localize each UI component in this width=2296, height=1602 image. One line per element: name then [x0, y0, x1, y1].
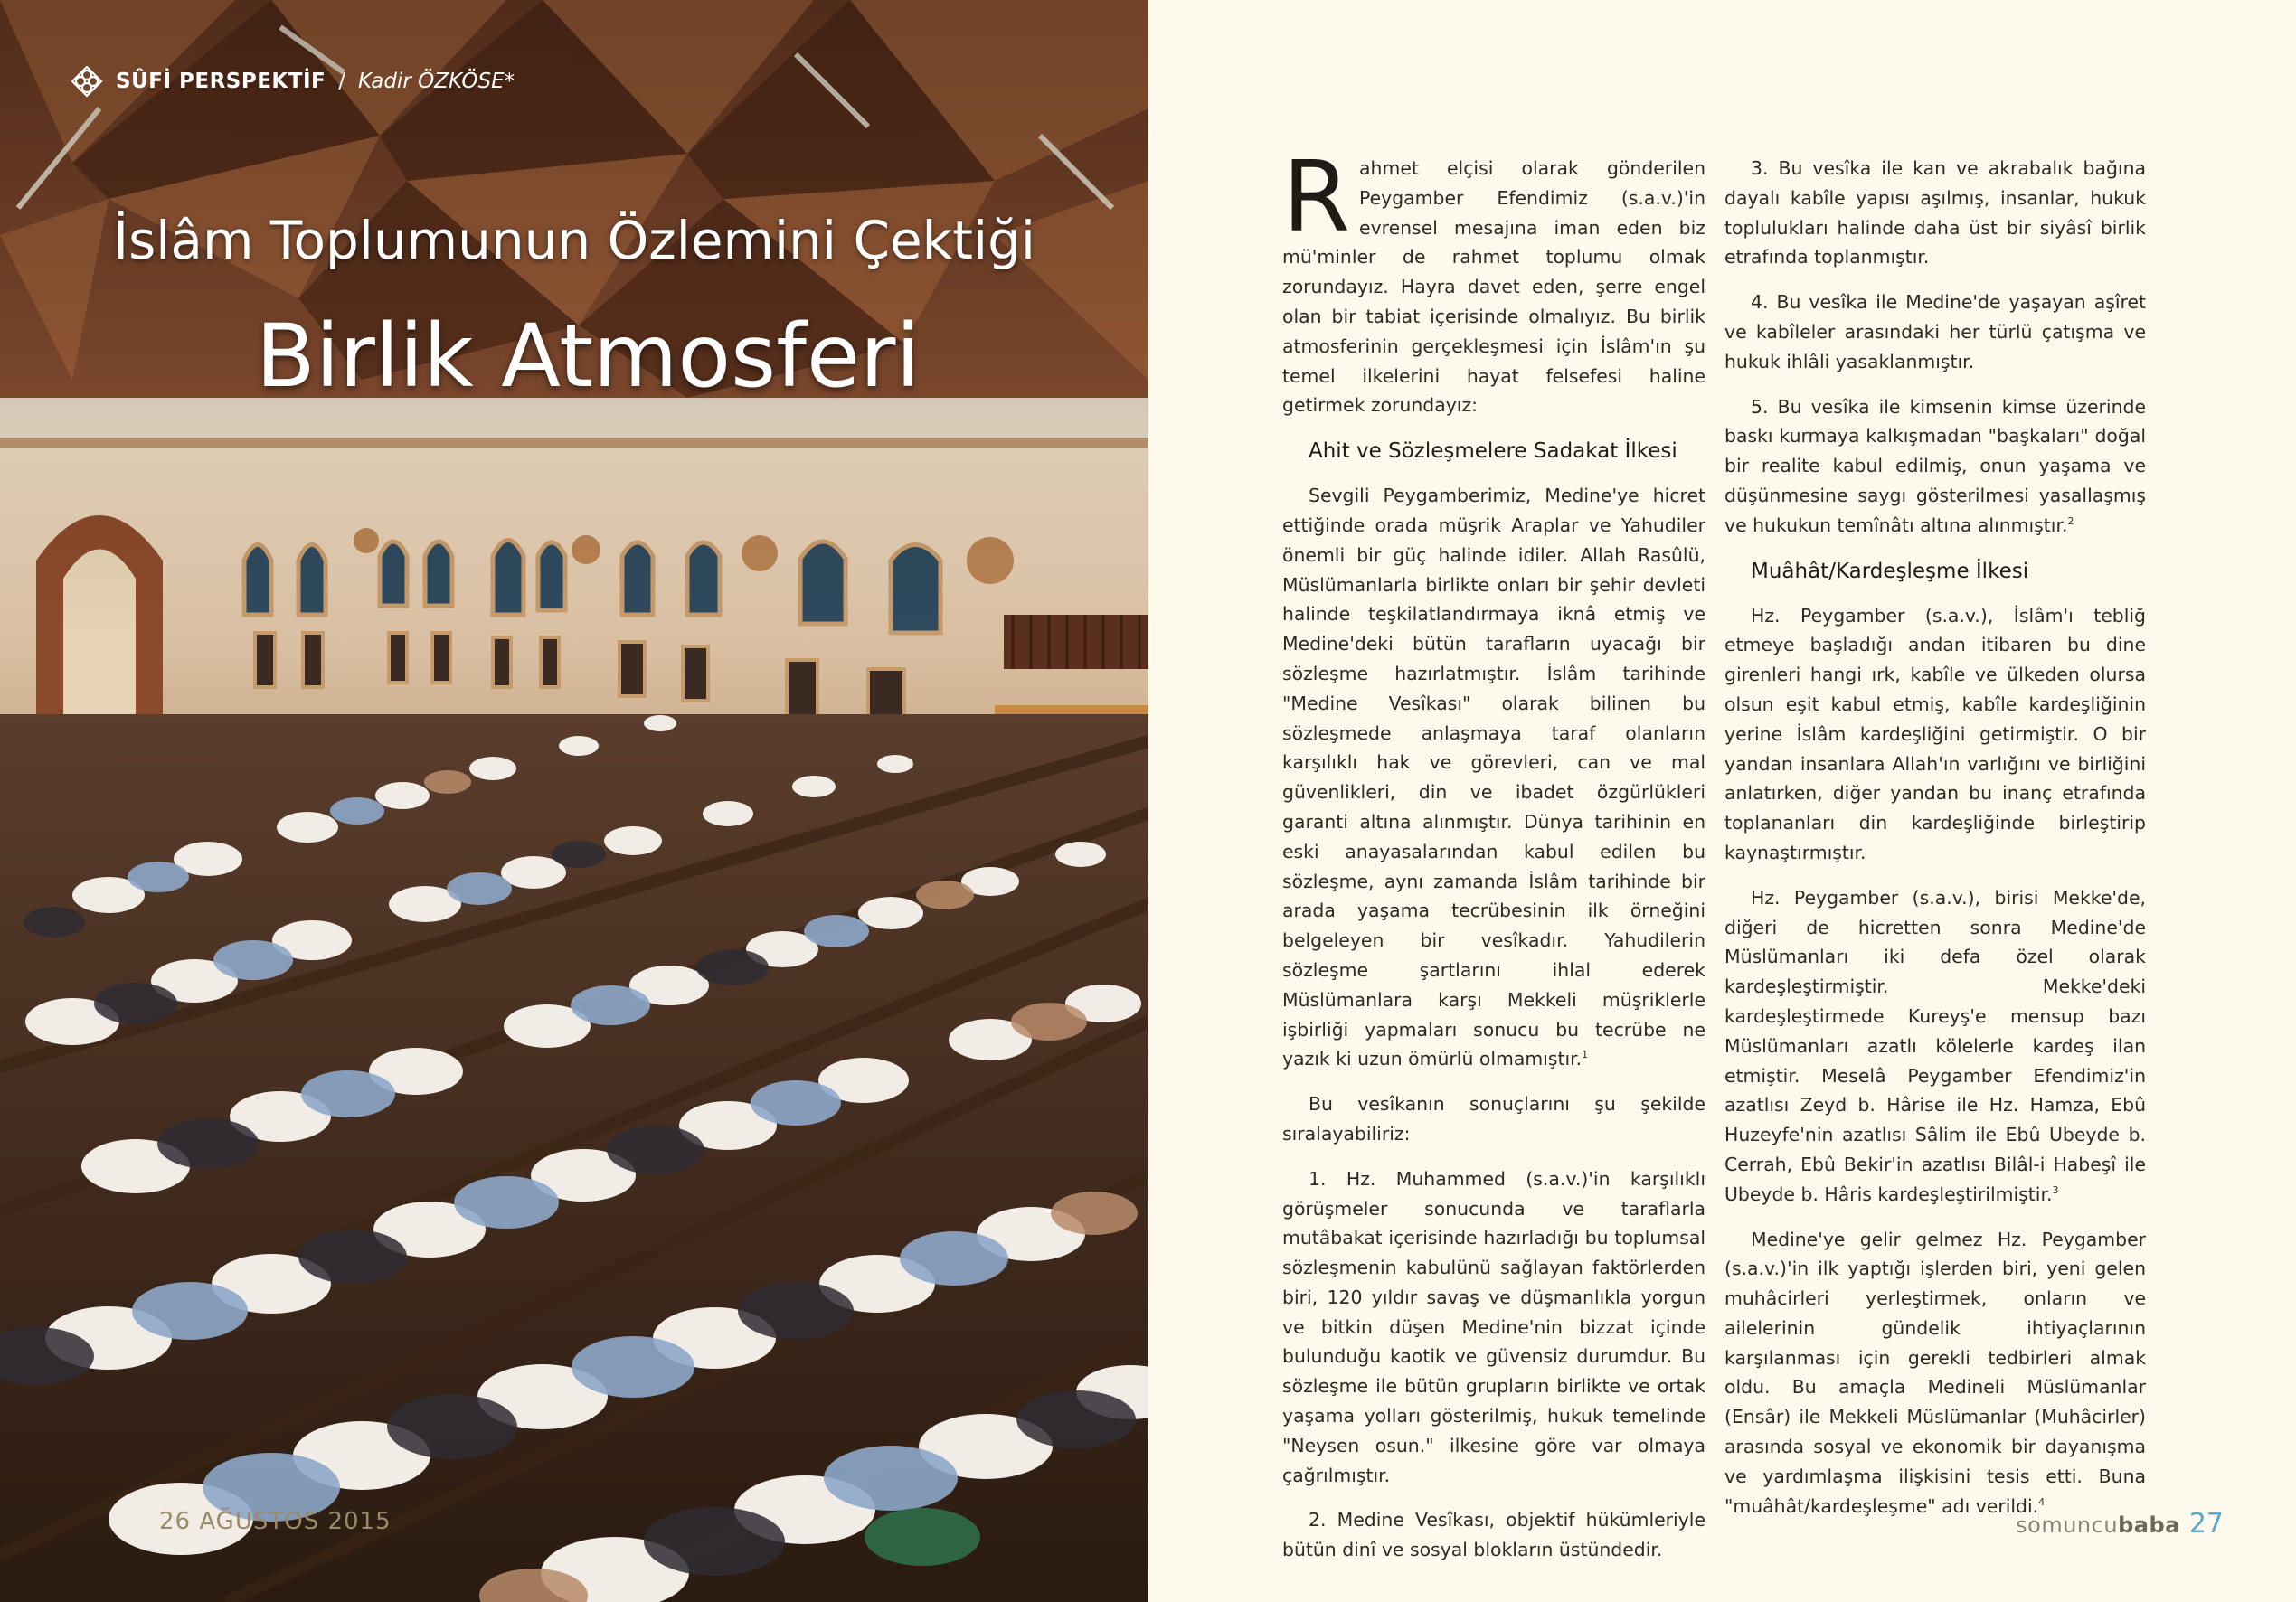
footnote-ref: 3: [2052, 1183, 2059, 1196]
footnote-ref: 4: [2038, 1495, 2046, 1508]
body-paragraph: Sevgili Peygamberimiz, Medine'ye hicret ettiğinde orada müşrik Araplar ve Yahudiler önemli bir güç halinde idiler. Allah Rasûlü, Müslümanlarla birlikte onları bir şehir devleti halinde teşkilatlandırmaya iknâ etmiş ve Medine'deki bütün tarafların uyacağı bir sözleşme hazırlatmıştır. İslâm tarihinde "Medine Vesîkası" olarak bilinen bu sözleşmede anlaşmaya taraf olanların karşılıklı hak ve görevleri, can ve mal güvenlikleri, din ve ibadet özgürlükleri garanti altına alınmıştır. Dünya tarihinin en eski anayasalarından kabul edilen bu sözleşme, aynı zamanda İslâm tarihinde bir arada yaşama tecrübesinin ilk örneğini belgeleyen bir vesîkadır. Yahudilerin sözleşme şartlarını ihlal ederek Müslümanlara karşı Mekkeli müşriklerle işbirliği yapmaları sonucu bu tecrübe ne yazık ki uzun ömürlü olmamıştır.$^1$: [1282, 485, 1705, 1070]
author-name: Kadir ÖZKÖSE*: [357, 70, 515, 93]
subheading-ahit: Ahit ve Sözleşmelere Sadakat İlkesi: [1309, 439, 1677, 464]
right-folio: [2016, 1508, 2224, 1540]
page-number: 27: [2188, 1508, 2224, 1540]
left-folio: 26 AĞUSTOS 2015: [159, 1508, 392, 1535]
list-paragraph: 3. Bu vesîka ile kan ve akrabalık bağına dayalı kabîle yapısı aşılmış, insanlar, hukuk toplulukları halinde daha üst bir siyâsî birlik etrafında toplanmıştır.: [1724, 157, 2146, 269]
body-paragraph: Medine'ye gelir gelmez Hz. Peygamber (s.a.v.)'in ilk yaptığı işlerden biri, yeni gelen muhâcirleri yerleştirmek, onların ve ailelerinin gündelik ihtiyaçlarının karşılanması için gerekli tedbirleri almak oldu. Bu amaçla Medineli Müslümanlar (Ensâr) ile Mekkeli Müslümanlar (Muhâcirler) arasında sosyal ve ekonomik bir dayanışma ve yardımlaşma ilişkisini tesis etti. Buna "muâhât/kardeşleşme" adı verildi.$^4$: [1724, 1228, 2146, 1517]
body-paragraph: Hz. Peygamber (s.a.v.), İslâm'ı tebliğ etmeye başladığı andan itibaren bu dine girenleri hangi ırk, kabîle ve ülkeden olursa olsun eşit kabul etmiş, kabîle kardeşliğinin yerine İslâm kardeşliğini getirmiştir. O bir yandan insanlara Allah'ın varlığını ve birliğini anlatırken, diğer yandan bu inanç etrafında toplananları din kardeşliğinde birleştirip kaynaştırmıştır.: [1724, 604, 2146, 863]
magazine-brand: somuncubaba: [2016, 1512, 2180, 1538]
body-paragraph: Bu vesîkanın sonuçlarını şu şekilde sıralayabiliriz:: [1282, 1093, 1705, 1145]
text-column-1: [1282, 141, 1705, 1580]
article-kicker: İslâm Toplumunun Özlemini Çektiği: [112, 210, 1035, 271]
body-paragraph: Hz. Peygamber (s.a.v.), birisi Mekke'de, diğeri de hicretten sonra Medine'de Müslümanları iki defa özel olarak kardeşleştirmiştir. Mekke'deki kardeşleştirmede Kureyş'e mensup bazı Müslümanları azatlı kölelerle kardeş ilan etmiştir. Meselâ Peygamber Efendimiz'in azatlısı Zeyd b. Hârise ile Hz. Hamza, Ebû Huzeyfe'nin azatlısı Sâlim ile Ebû Ubeyde b. Cerrah, Ebû Bekir'in azatlısı Bilâl-i Habeşî ile Ubeyde b. Hâris kardeşleştirilmiştir.$^3$: [1724, 886, 2146, 1205]
article-headline: Birlik Atmosferi: [255, 306, 921, 407]
section-separator: /: [338, 70, 345, 93]
right-page: [1148, 0, 2296, 1602]
list-paragraph: 1. Hz. Muhammed (s.a.v.)'in karşılıklı görüşmeler sonucunda ve taraflarla mutâbakat içerisinde hazırladığı bu toplumsal sözleşmenin kabulünü sağlayan faktörlerden biri, 120 yıldır savaş ve düşmanlıkla yorgun ve bitkin düşen Medine'nin bizzat içinde bulunduğu kaotik ve güvensiz durumdur. Bu sözleşme ile bütün grupların birlikte ve ortak yaşama yolları gösterilmiş, hukuk temelinde "Neysen osun." ilkesine göre var olmaya çağrılmıştır.: [1282, 1167, 1705, 1486]
section-header: [71, 65, 515, 98]
subheading-muahat: Muâhât/Kardeşleşme İlkesi: [1751, 559, 2029, 583]
ornament-logo-icon: [71, 65, 103, 98]
footnote-ref: 1: [1582, 1049, 1589, 1061]
list-paragraph: 2. Medine Vesîkası, objektif hükümleriyle bütün dinî ve sosyal blokların üstündedir.: [1282, 1509, 1705, 1561]
intro-paragraph: [1282, 141, 1705, 420]
list-paragraph: 4. Bu vesîka ile Medine'de yaşayan aşîret ve kabîleler arasındaki her türlü çatışma ve hukuk ihlâli yasaklanmıştır.: [1724, 291, 2146, 372]
drop-cap: R: [1282, 141, 1351, 254]
text-column-2: [1724, 154, 2146, 1536]
footnote-ref: 2: [2067, 514, 2074, 527]
intro-text: ahmet elçisi olarak gönderilen Peygamber Efendimiz (s.a.v.)'in evrensel mesajına iman eden biz mü'minler de rahmet toplumu olmak zorundayız. Hayra davet eden, şerre engel olan bir tabiat içerisinde olmalıyız. Bu birlik atmosferinin gerçekleşmesi için İslâm'ın şu temel ilkelerini hayat felsefesi haline getirmek zorundayız:: [1282, 157, 1705, 417]
section-name: SÛFİ PERSPEKTİF: [116, 70, 326, 93]
list-paragraph: 5. Bu vesîka ile kimsenin kimse üzerinde baskı kurmaya kalkışmadan "başkaları" doğal bir realite kabul edilmiş, onun yaşama ve düşünmesine saygı gösterilmesi yasallaşmış ve hukukun temînâtı altına alınmıştır.$^2$: [1724, 395, 2146, 536]
